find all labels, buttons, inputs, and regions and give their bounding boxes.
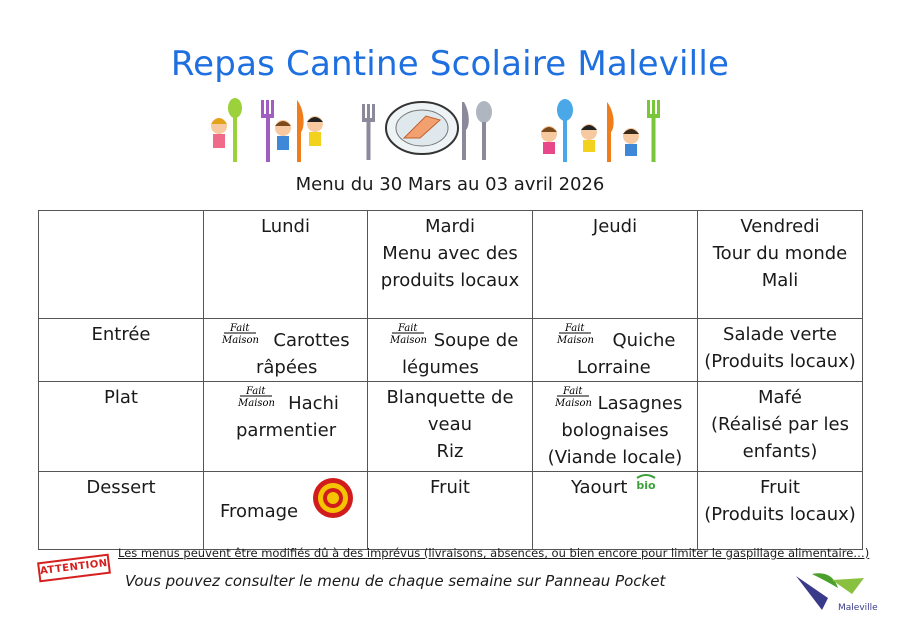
fait-maison-icon [553, 384, 593, 410]
entree-lundi-cell: Fait Maison Carottes râpées [204, 319, 368, 382]
plat-mardi-cell: Blanquette de veau Riz [368, 382, 533, 472]
svg-text:Maleville: Maleville [838, 603, 878, 613]
day-header-jeudi: Jeudi [533, 211, 698, 319]
plat-vendredi-cell: Mafé (Réalisé par les enfants) [698, 382, 863, 472]
table-header-row [39, 211, 863, 319]
entree-mardi-cell: Fait Maison Soupe de légumes [368, 319, 533, 382]
entree-jeudi-cell: Fait Maison Quiche Lorraine [533, 319, 698, 382]
plat-jeudi-cell: Fait Maison Lasagnes bolognaises (Viande locale) [533, 382, 698, 472]
svg-text:Maison: Maison [390, 335, 427, 346]
kids-cutlery-left-illustration [205, 98, 325, 166]
plate-cutlery-illustration [360, 98, 500, 166]
empty-corner-cell [39, 211, 204, 319]
svg-text:Maison: Maison [238, 398, 275, 409]
svg-text:Fait: Fait [230, 323, 250, 334]
day-header-vendredi: Vendredi Tour du monde Mali [698, 211, 863, 319]
svg-text:Fait: Fait [398, 323, 418, 334]
svg-text:Maison: Maison [222, 335, 259, 346]
maleville-logo [792, 568, 878, 616]
kids-cutlery-right-illustration [535, 98, 665, 166]
row-label-entree: Entrée [39, 319, 204, 382]
dessert-vendredi-cell: Fruit (Produits locaux) [698, 472, 863, 550]
fait-maison-icon [236, 384, 276, 410]
page-title: Repas Cantine Scolaire Maleville [170, 44, 730, 84]
svg-text:Fait: Fait [246, 386, 266, 397]
weekly-menu-table [38, 210, 863, 550]
dessert-jeudi-cell: Yaourt bio [533, 472, 698, 550]
plat-lundi-cell: Fait Maison Hachi parmentier [204, 382, 368, 472]
aop-label-icon [304, 476, 362, 520]
svg-text:Fait: Fait [565, 323, 585, 334]
dessert-mardi-cell: Fruit [368, 472, 533, 550]
menu-date-range: Menu du 30 Mars au 03 avril 2026 [295, 174, 605, 195]
fait-maison-icon [388, 321, 428, 347]
table-row-entree [39, 319, 863, 382]
svg-text:Maison: Maison [555, 398, 592, 409]
table-row-dessert [39, 472, 863, 550]
row-label-dessert: Dessert [39, 472, 204, 550]
fait-maison-icon [555, 321, 595, 347]
svg-text:Maison: Maison [557, 335, 594, 346]
day-header-lundi: Lundi [204, 211, 368, 319]
panneau-pocket-note: Vous pouvez consulter le menu de chaque semaine sur Panneau Pocket [125, 572, 666, 590]
svg-text:Fait: Fait [563, 386, 583, 397]
menu-change-notice: Les menus peuvent être modifiés dû à des imprévus (livraisons, absences, ou bien encore pour limiter le gaspillage alimentaire…) [118, 546, 870, 560]
fait-maison-icon [220, 321, 260, 347]
bio-label-icon [631, 474, 661, 492]
entree-vendredi-cell: Salade verte (Produits locaux) [698, 319, 863, 382]
day-header-mardi: Mardi Menu avec des produits locaux [368, 211, 533, 319]
svg-text:bio: bio [636, 479, 656, 492]
row-label-plat: Plat [39, 382, 204, 472]
dessert-lundi-cell: Fromage [204, 472, 368, 550]
attention-stamp: ATTENTION [37, 554, 111, 583]
table-row-plat [39, 382, 863, 472]
